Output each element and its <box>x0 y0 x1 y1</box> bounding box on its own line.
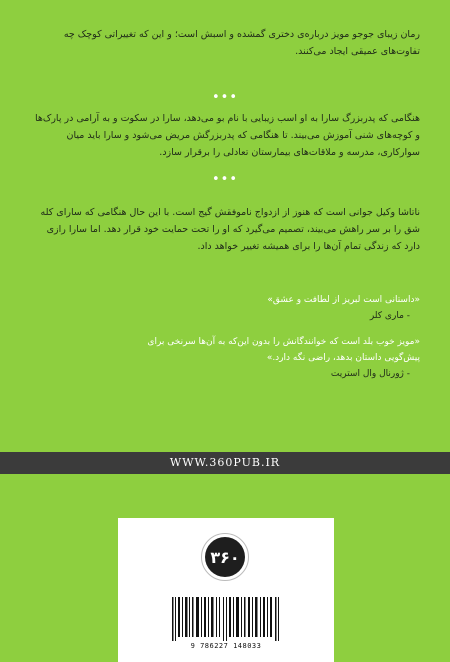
quote-text: «داستانی است لبریز از لطافت و عشق» <box>267 295 420 305</box>
ornament-divider: ••• <box>211 90 238 105</box>
website-link[interactable]: WWW.360PUB.IR <box>169 456 281 469</box>
synopsis-paragraph-2: ناتاشا وکیل جوانی است که هنوز از ازدواج ناموفقش گیج است. با این حال هنگامی که سارای کله شق را بر سر راهش می‌بیند، تصمیم می‌گیرد که او را تحت حمایت خود قرار دهد. اما سارا رازی دارد که زندگی تمام آن‌ها را برای همیشه تغییر خواهد داد. <box>40 207 420 252</box>
synopsis-paragraph-1: هنگامی که پدربزرگ سارا به او اسب زیبایی با نام بو می‌دهد، سارا در سکوت و به آرامی در پارک‌ها و کوچه‌های شنی آموزش می‌بیند. تا هنگامی که پدربزرگش مریض می‌شود و سارا باید میان سوارکاری، مدرسه و ملاقات‌های بیمارستان تعادلی را برقرار سازد. <box>34 113 420 158</box>
review-quote-1 <box>130 292 420 324</box>
barcode <box>172 597 280 641</box>
intro-text: رمان زیبای جوجو مویز درباره‌ی دختری گمشده و اسبش است؛ و این که تغییراتی کوچک چه تفاوت‌های عمیقی ایجاد می‌کنند. <box>63 29 420 57</box>
ornament-divider: ••• <box>211 172 238 187</box>
quote-author: - ژورنال وال استریت <box>330 369 410 379</box>
barcode-digits: 9 786227 148033 <box>190 642 262 650</box>
publisher-logo: ۳۶۰ <box>205 537 245 577</box>
review-quote-2 <box>120 334 420 382</box>
quote-text: «مویز خوب بلد است که خوانندگانش را بدون این‌که به آن‌ها سرنخی برای پیش‌گویی داستان بدهد، راضی نگه دارد.» <box>147 337 420 363</box>
quote-author: - ماری کلر <box>369 311 410 321</box>
